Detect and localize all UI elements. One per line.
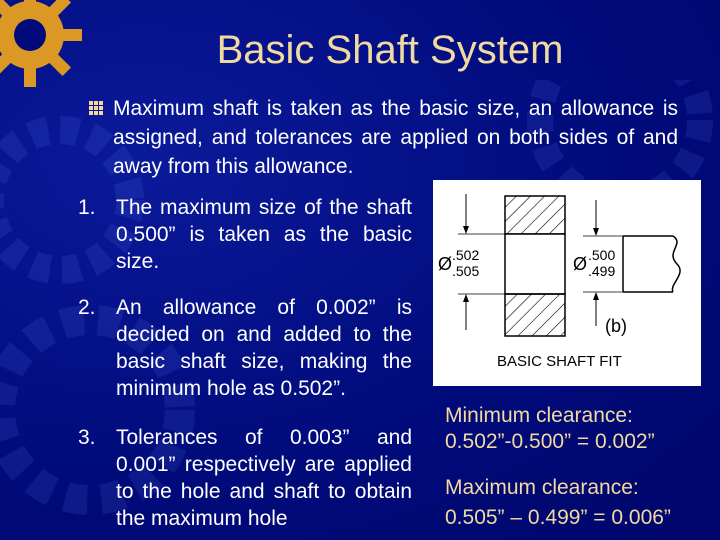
list-item-number: 2. — [78, 296, 96, 319]
shaft-dim-top: .500 — [588, 247, 616, 263]
hole-diameter-symbol: Ø — [438, 254, 453, 274]
main-bullet — [88, 94, 678, 181]
minimum-clearance-label: Minimum clearance: — [445, 404, 633, 427]
fit-drawing — [433, 180, 701, 386]
main-bullet-text: Maximum shaft is taken as the basic size, an allowance is assigned, and tolerances are applied on both sides of and away from this allowance. — [113, 97, 678, 178]
slide-title: Basic Shaft System — [216, 28, 564, 72]
list-item-text: Tolerances of 0.003” and 0.001” respectively are applied to the hole and shaft to obtain the maximum hole — [116, 426, 412, 530]
list-item-text: An allowance of 0.002” is decided on and added to the basic shaft size, making the minimum hole as 0.502”. — [116, 296, 412, 400]
maximum-clearance-label: Maximum clearance: — [445, 476, 639, 499]
shaft-dim-bottom: .499 — [588, 263, 616, 279]
hole-lower-section — [505, 294, 565, 336]
list-item — [78, 294, 412, 402]
list-item-number: 3. — [78, 426, 96, 449]
basic-shaft-fit-figure — [433, 180, 701, 386]
list-item — [78, 424, 412, 532]
hole-dim-top: .502 — [452, 247, 480, 263]
list-item-text: The maximum size of the shaft 0.500” is taken as the basic size. — [116, 196, 412, 273]
shaft-break-line — [672, 236, 680, 292]
list-item-number: 1. — [78, 196, 96, 219]
hole-dim-bottom: .505 — [452, 263, 480, 279]
shaft-diameter-symbol: Ø — [573, 254, 588, 274]
figure-label: (b) — [605, 316, 627, 336]
list-item — [78, 194, 412, 275]
hole-upper-section — [505, 196, 565, 234]
minimum-clearance-value: 0.502”-0.500” = 0.002” — [445, 430, 655, 453]
maximum-clearance-value: 0.505” – 0.499” = 0.006” — [445, 506, 671, 529]
figure-caption: BASIC SHAFT FIT — [497, 353, 622, 370]
hole-bore — [505, 234, 565, 294]
